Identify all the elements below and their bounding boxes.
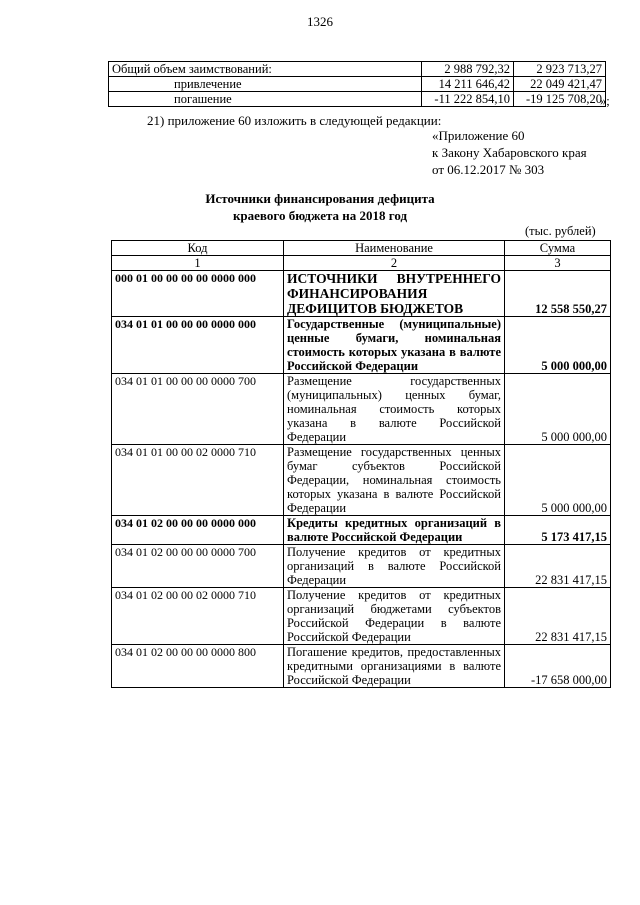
row-code: 034 01 01 00 00 00 0000 000 [112, 317, 284, 374]
document-title [0, 190, 640, 224]
closing-quote: »; [600, 94, 610, 108]
row-code: 034 01 02 00 00 02 0000 710 [112, 588, 284, 645]
appendix-line: к Закону Хабаровского края [432, 145, 587, 160]
table-row [112, 545, 611, 588]
borrowing-label: привлечение [109, 77, 422, 92]
title-line: Источники финансирования дефицита [205, 191, 435, 206]
row-code: 034 01 02 00 00 00 0000 800 [112, 645, 284, 688]
column-number-row [112, 256, 611, 271]
borrowing-row-total [109, 62, 606, 77]
table-row [112, 645, 611, 688]
row-name: Получение кредитов от кредитных организаций бюджетами субъектов Российской Федерации в валюте Российской Федерации [284, 588, 505, 645]
header-row [112, 241, 611, 256]
borrowing-value-2: 2 923 713,27 [514, 62, 606, 77]
row-code: 034 01 02 00 00 00 0000 000 [112, 516, 284, 545]
row-sum: -17 658 000,00 [505, 645, 611, 688]
row-code: 034 01 01 00 00 00 0000 700 [112, 374, 284, 445]
appendix-line: «Приложение 60 [432, 128, 525, 143]
row-sum: 5 173 417,15 [505, 516, 611, 545]
row-name: Размещение государственных (муниципальных) ценных бумаг, номинальная стоимость которых указана в валюте Российской Федерации [284, 374, 505, 445]
row-code: 034 01 01 00 00 02 0000 710 [112, 445, 284, 516]
borrowing-value-1: 14 211 646,42 [422, 77, 514, 92]
row-name: ИСТОЧНИКИ ВНУТРЕННЕГО ФИНАНСИРОВАНИЯ ДЕФИЦИТОВ БЮДЖЕТОВ [284, 271, 505, 317]
row-sum: 12 558 550,27 [505, 271, 611, 317]
borrowing-value-2: -19 125 708,20 [514, 92, 606, 107]
row-code: 034 01 02 00 00 00 0000 700 [112, 545, 284, 588]
row-sum: 5 000 000,00 [505, 445, 611, 516]
row-name: Размещение государственных ценных бумаг субъектов Российской Федерации, номинальная стоимость которых указана в валюте Российской Федерации [284, 445, 505, 516]
units-label: (тыс. рублей) [525, 224, 596, 238]
row-name: Кредиты кредитных организаций в валюте Российской Федерации [284, 516, 505, 545]
amendment-paragraph: 21) приложение 60 изложить в следующей редакции: [147, 113, 442, 128]
column-number: 2 [284, 256, 505, 271]
row-sum: 5 000 000,00 [505, 317, 611, 374]
column-number: 1 [112, 256, 284, 271]
row-code: 000 01 00 00 00 00 0000 000 [112, 271, 284, 317]
borrowing-row-attract [109, 77, 606, 92]
appendix-line: от 06.12.2017 № 303 [432, 162, 545, 177]
row-name: Погашение кредитов, предоставленных кредитными организациями в валюте Российской Федерации [284, 645, 505, 688]
financing-sources-table [111, 240, 611, 688]
row-sum: 5 000 000,00 [505, 374, 611, 445]
row-sum: 22 831 417,15 [505, 545, 611, 588]
table-row [112, 374, 611, 445]
borrowing-value-1: -11 222 854,10 [422, 92, 514, 107]
title-line: краевого бюджета на 2018 год [232, 208, 408, 223]
borrowing-label: погашение [109, 92, 422, 107]
column-number: 3 [505, 256, 611, 271]
table-row [112, 588, 611, 645]
table-row [112, 445, 611, 516]
borrowing-value-1: 2 988 792,32 [422, 62, 514, 77]
borrowing-value-2: 22 049 421,47 [514, 77, 606, 92]
table-row [112, 516, 611, 545]
row-name: Получение кредитов от кредитных организаций в валюте Российской Федерации [284, 545, 505, 588]
table-row [112, 271, 611, 317]
borrowing-label: Общий объем заимствований: [109, 62, 422, 77]
row-name: Государственные (муниципальные) ценные бумаги, номинальная стоимость которых указана в валюте Российской Федерации [284, 317, 505, 374]
header-code: Код [112, 241, 284, 256]
header-name: Наименование [284, 241, 505, 256]
header-sum: Сумма [505, 241, 611, 256]
row-sum: 22 831 417,15 [505, 588, 611, 645]
borrowing-table [108, 61, 606, 107]
borrowing-row-repay [109, 92, 606, 107]
appendix-reference [432, 127, 587, 178]
page-number: 1326 [307, 14, 333, 29]
table-row [112, 317, 611, 374]
